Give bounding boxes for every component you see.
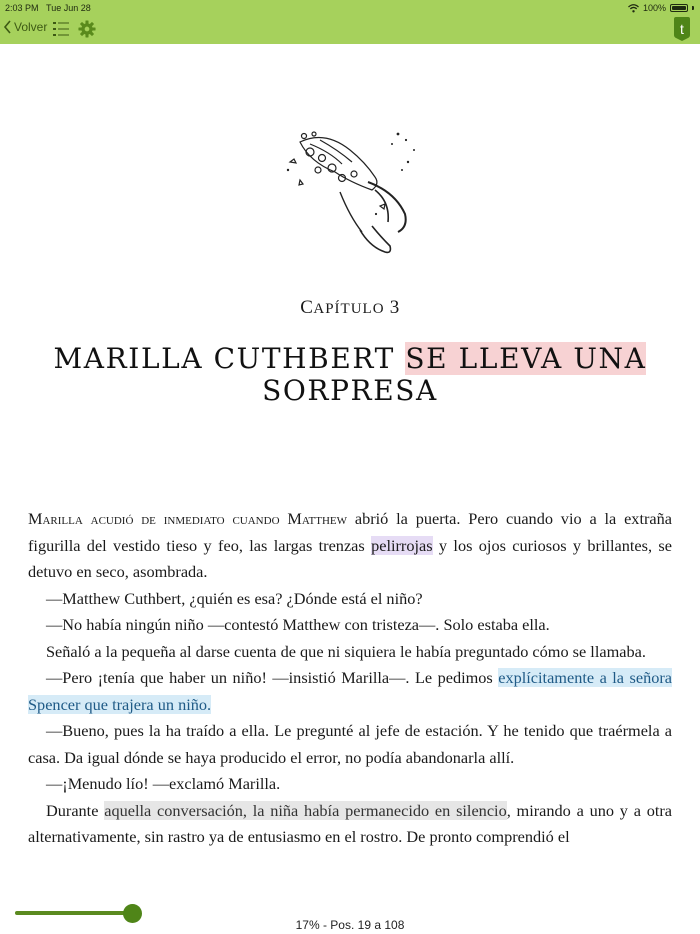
highlight-gray[interactable]: aquella conversación, la niña había permanecido en silencio [104,800,507,820]
chapter-illustration [280,122,430,262]
paragraph: —¡Menudo lío! —exclamó Marilla. [46,774,281,793]
chapter-label-rest: APÍTULO [313,301,385,317]
gear-icon[interactable] [78,20,96,38]
chevron-left-icon [3,20,12,34]
reader-logo-badge[interactable] [672,17,692,41]
status-time-date [5,3,91,13]
battery-icon [670,4,688,12]
paragraph-text: , mirando a uno y a otra alternativamente, sin rastro ya de entusiasmo en el rostro. De pronto comprendió el [28,800,673,846]
paragraph [28,506,672,586]
paragraph-text: abrió la puerta. Pero cuando vio a la extraña figurilla del vestido tieso y feo, las largas trenzas [28,509,672,555]
back-button[interactable] [3,20,47,34]
paragraph-text: Durante [46,800,105,820]
paragraph: —Matthew Cuthbert, ¿quién es esa? ¿Dónde está el niño? [46,588,423,608]
status-time: 2:03 PM [5,3,39,13]
paragraph: —Bueno, pues la ha traído a ella. Le pregunté al jefe de estación. Y he tenido que traérmela a casa. Da igual dónde se haya producido el error, no podía abandonarla allí. [28,721,672,767]
status-date: Tue Jun 28 [46,3,91,13]
highlight-blue[interactable]: explícitamente a la señora Spencer que trajera un niño. [28,668,672,714]
reading-position: 17% - Pos. 19 a 108 [295,918,405,932]
paragraph [28,798,672,851]
paragraph: Señaló a la pequeña al darse cuenta de que ni siquiera le había preguntado cómo se llamaba. [46,641,646,661]
status-right [628,3,694,13]
chapter-number: 3 [389,297,400,318]
chapter-title-part3: SORPRESA [262,374,438,407]
highlight-purple[interactable]: pelirrojas [371,535,433,555]
battery-percent: 100% [642,3,666,13]
chapter-title [40,343,660,407]
top-toolbar [0,0,700,44]
battery-nub [692,6,694,10]
paragraph [28,665,672,718]
chapter-title-part1: MARILLA CUTHBERT [53,342,406,375]
paragraph-lead-in: Marilla acudió de inmediato cuando Matthew [28,509,348,528]
paragraph-text: —Pero ¡tenía que haber un niño! —insistió Marilla—. Le pedimos [46,668,499,687]
table-of-contents-icon[interactable] [53,21,69,37]
book-text[interactable] [28,506,672,851]
chapter-label-first: C [300,297,314,318]
progress-slider-track[interactable] [15,911,133,915]
paragraph-text: y los ojos curiosos y brillantes, se detuvo en seco, asombrada. [28,535,672,581]
back-label: Volver [14,20,48,34]
wifi-icon [628,4,639,13]
paragraph: —No había ningún niño —contestó Matthew con tristeza—. Solo estaba ella. [46,615,550,634]
chapter-label [0,297,700,319]
chapter-title-highlight[interactable]: SE LLEVA UNA [405,342,647,375]
badge-letter: t [680,21,684,37]
